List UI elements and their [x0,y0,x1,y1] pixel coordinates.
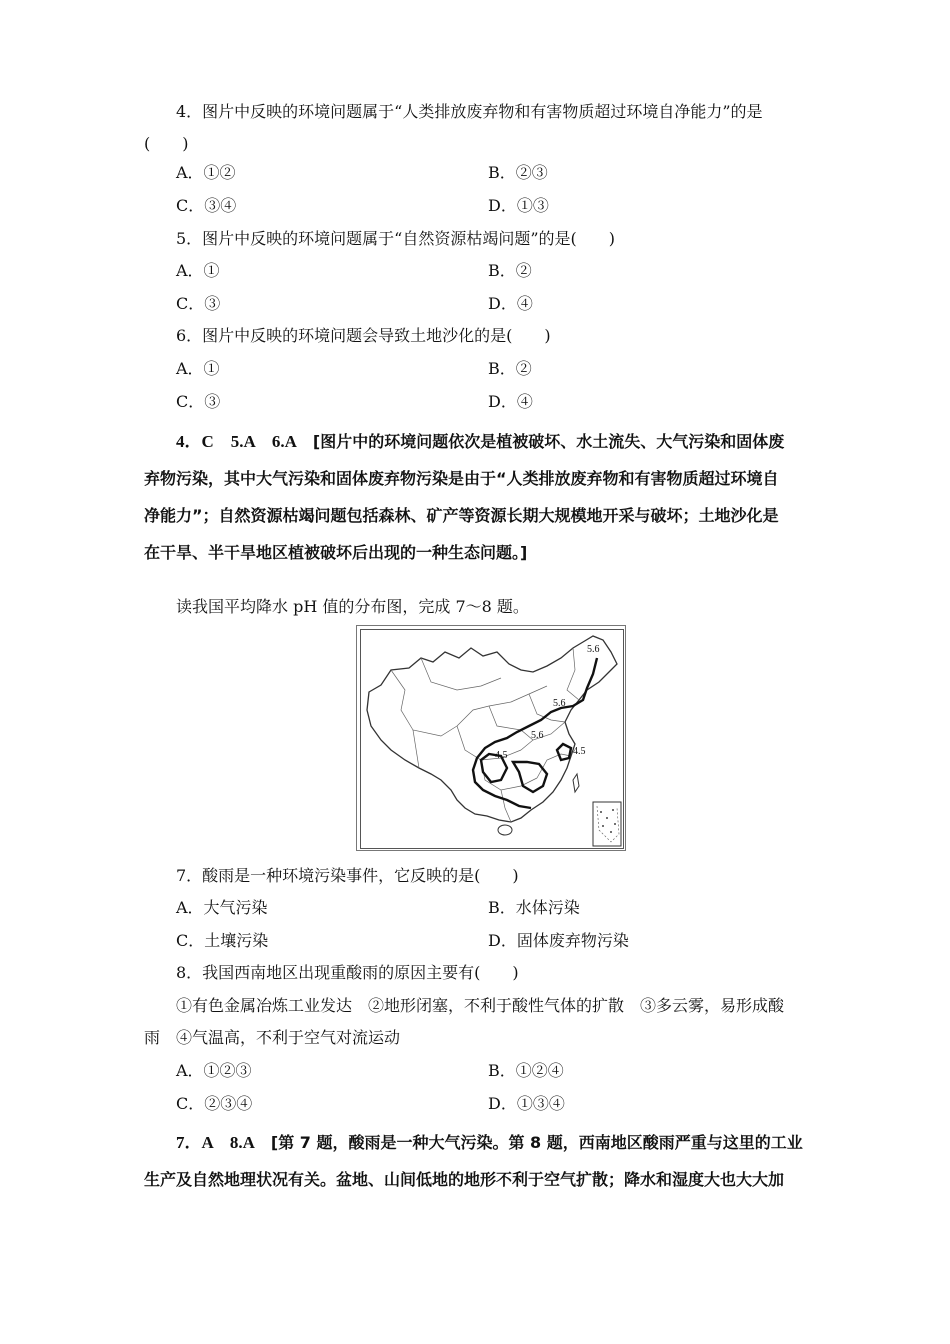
q8-option-d: D．①③④ [488,1094,565,1113]
answer-line-3: 净能力”；自然资源枯竭问题包括森林、矿产等资源长期大规模地开采与破坏；土地沙化是 [144,506,779,525]
answer-line-2: 弃物污染，其中大气污染和固体废弃物污染是由于“人类排放废弃物和有害物质超过环境自 [144,469,779,488]
isoline-label-central: 5.6 [531,730,544,741]
q8-option-b: B．①②④ [488,1061,564,1080]
q6-stem: 6．图片中反映的环境问题会导致土地沙化的是( ) [176,326,551,345]
q5-option-b: B．② [488,261,532,280]
q5-option-a: A．① [176,261,220,280]
isoline-label-north: 5.6 [553,698,566,709]
q8-option-c: C．②③④ [176,1094,253,1113]
q8-stem: 8．我国西南地区出现重酸雨的原因主要有( ) [176,963,519,982]
q7-option-b: B．水体污染 [488,898,580,917]
province-lines [391,648,579,822]
map-intro: 读我国平均降水 pH 值的分布图，完成 7～8 题。 [176,597,529,616]
q5-stem: 5．图片中反映的环境问题属于“自然资源枯竭问题”的是( ) [176,229,616,248]
taiwan-island [573,774,579,792]
q4-option-d: D．①③ [488,196,549,215]
q4-stem: 4．图片中反映的环境问题属于“人类排放废弃物和有害物质超过环境自净能力”的是 [176,102,763,121]
q4-option-b: B．②③ [488,163,548,182]
q8-statements-line-1: ①有色金属冶炼工业发达 ②地形闭塞，不利于酸性气体的扩散 ③多云雾，易形成酸 [176,996,785,1015]
answer-line-1: [图片中的环境问题依次是植被破坏、水土流失、大气污染和固体废 [312,432,785,451]
q6-option-b: B．② [488,359,532,378]
answer2-line-1: [第 7 题，酸雨是一种大气污染。第 8 题，西南地区酸雨严重与这里的工业 [270,1133,803,1152]
isoline-label-east: 4.5 [573,746,586,757]
isoline-label-southwest: 4.5 [495,750,508,761]
answer-lead-4-6: 4．C 5.A 6.A [176,432,297,451]
q6-option-c: C．③ [176,392,221,411]
q7-option-a: A．大气污染 [176,898,268,917]
q4-paren: ( ) [144,134,189,153]
q6-option-a: A．① [176,359,220,378]
answer-block-7-8 [144,1124,809,1198]
q7-stem: 7．酸雨是一种环境污染事件，它反映的是( ) [176,866,519,885]
q5-option-d: D．④ [488,294,533,313]
answer-lead-7-8: 7．A 8.A [176,1133,255,1152]
answer-block-4-6 [144,423,809,571]
isoline-label-top: 5.6 [587,644,600,655]
hainan-island [498,825,512,835]
q8-option-a: A．①②③ [176,1061,252,1080]
ph-distribution-map [356,625,626,851]
china-map-svg [361,630,623,848]
q4-option-c: C．③④ [176,196,237,215]
q7-option-c: C．土壤污染 [176,931,269,950]
q6-option-d: D．④ [488,392,533,411]
q8-statements-line-2: 雨 ④气温高，不利于空气对流运动 [144,1028,401,1047]
q5-option-c: C．③ [176,294,221,313]
q7-option-d: D．固体废弃物污染 [488,931,629,950]
answer2-line-2: 生产及自然地理状况有关。盆地、山间低地的地形不利于空气扩散；降水和湿度大也大大加 [144,1170,785,1189]
answer-line-4: 在干旱、半干旱地区植被破坏后出现的一种生态问题。] [144,543,528,562]
q4-option-a: A．①② [176,163,236,182]
